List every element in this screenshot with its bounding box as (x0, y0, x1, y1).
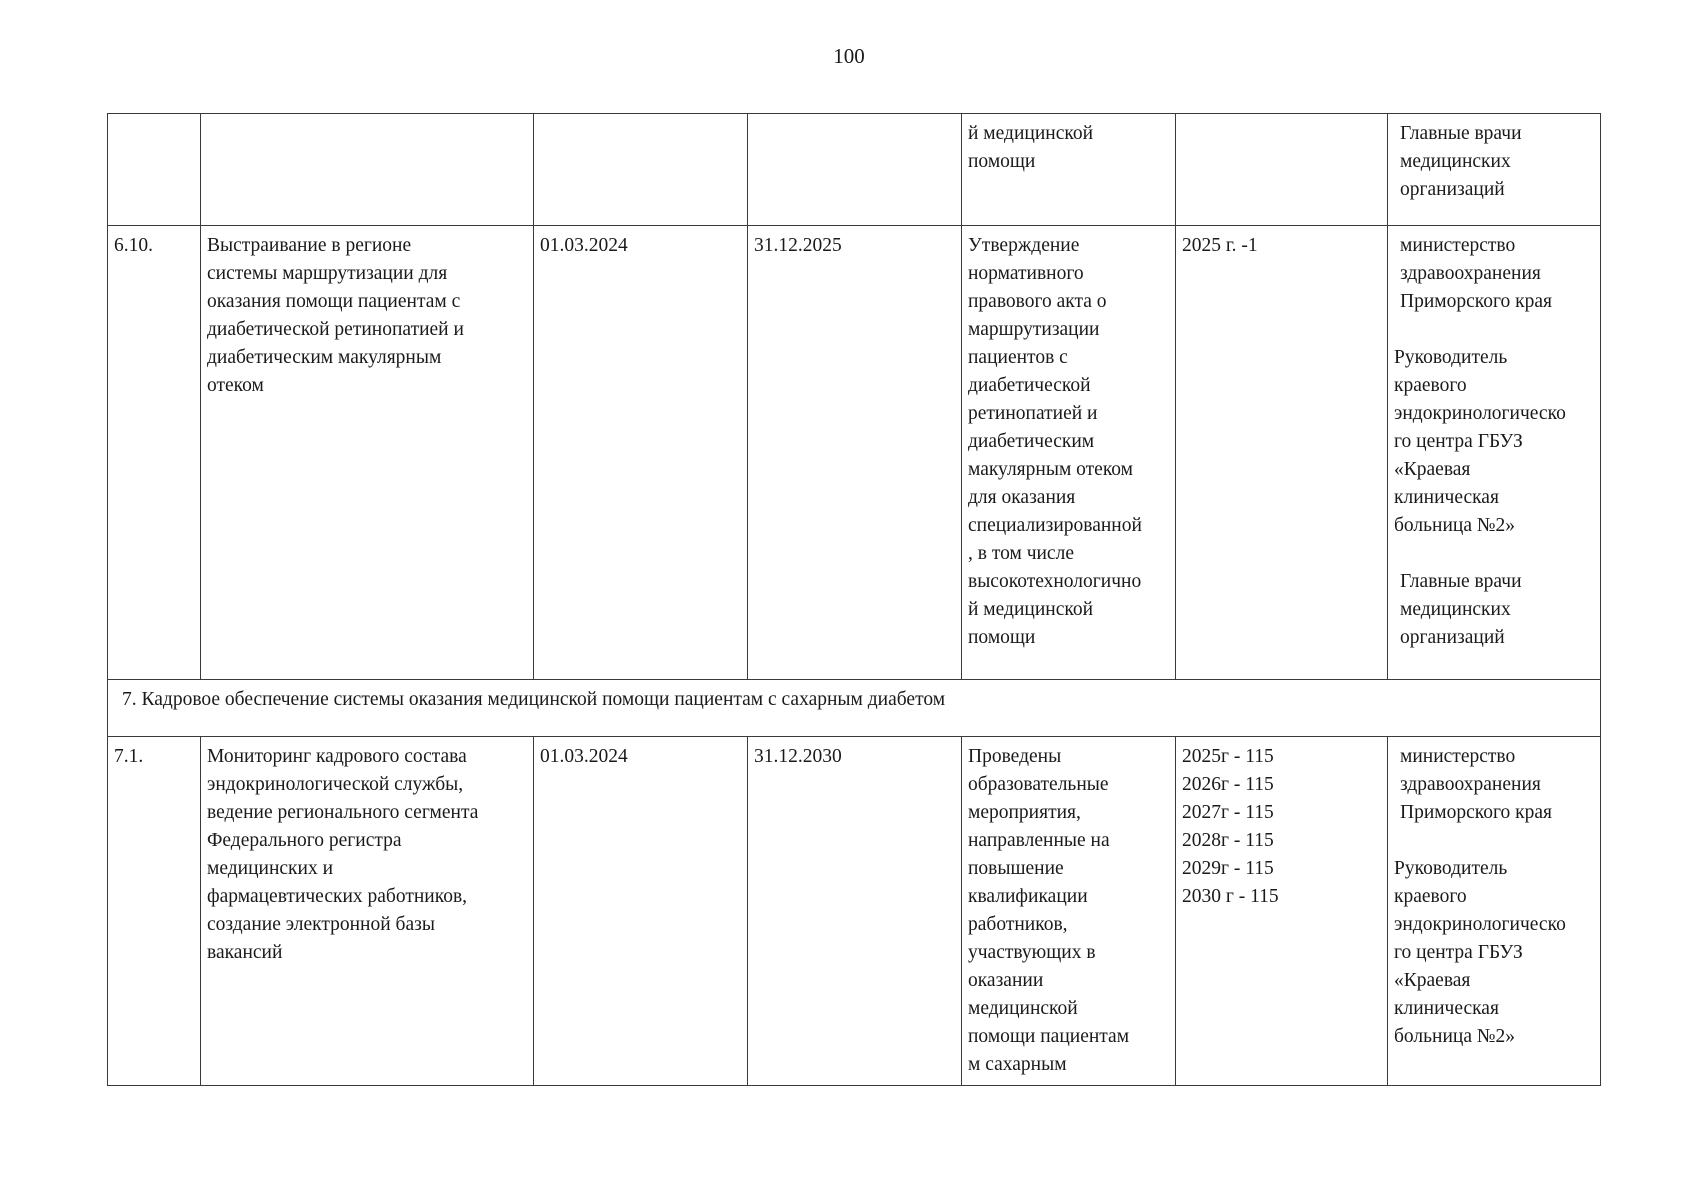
text-line: го центра ГБУЗ (1394, 942, 1523, 963)
cell-start-date: 01.03.2024 (534, 737, 748, 1086)
cell-responsible (1388, 114, 1601, 226)
text-line: организаций (1400, 179, 1505, 200)
text-line: маршрутизации (968, 319, 1100, 340)
text-line: медицинских (1400, 151, 1511, 172)
cell-indicator (1176, 114, 1388, 226)
text-line: вакансий (207, 942, 283, 963)
text-line: Руководитель (1394, 347, 1508, 368)
text-line: больница №2» (1394, 515, 1515, 536)
text-line: 2028г - 115 (1182, 830, 1274, 851)
text-line: работников, (968, 914, 1068, 935)
text-line: 2027г - 115 (1182, 802, 1274, 823)
text-line: медицинских (1400, 599, 1511, 620)
text-line: создание электронной базы (207, 914, 435, 935)
cell-end-date: 31.12.2030 (748, 737, 962, 1086)
text-line: мероприятия, (968, 802, 1081, 823)
cell-number: 7.1. (108, 737, 201, 1086)
text-line: эндокринологическо (1394, 914, 1566, 935)
text-line: Приморского края (1400, 291, 1552, 312)
text-line: макулярным отеком (968, 459, 1134, 480)
text-line: оказания помощи пациентам с (207, 291, 461, 312)
text-line: Главные врачи (1400, 123, 1522, 144)
cell-number: 6.10. (108, 226, 201, 680)
text-line: организаций (1400, 627, 1505, 648)
text-line: Проведены (968, 746, 1062, 767)
table-row-section-7 (108, 680, 1601, 737)
text-line: помощи (968, 151, 1036, 172)
cell-number (108, 114, 201, 226)
cell-activity (201, 226, 534, 680)
text-line: ретинопатией и (968, 403, 1098, 424)
text-line: Главные врачи (1400, 571, 1522, 592)
text-line: диабетическим макулярным (207, 347, 442, 368)
table-row-item-7-1 (108, 737, 1601, 1086)
text-line: образовательные (968, 774, 1109, 795)
text-line: диабетической (968, 375, 1091, 396)
text-line: медицинской (968, 998, 1078, 1019)
cell-activity (201, 114, 534, 226)
text-line: 2026г - 115 (1182, 774, 1274, 795)
text-line: нормативного (968, 263, 1084, 284)
cell-start-date: 01.03.2024 (534, 226, 748, 680)
text-line: Федерального регистра (207, 830, 402, 851)
text-line: Утверждение (968, 235, 1080, 256)
text-line: го центра ГБУЗ (1394, 431, 1523, 452)
text-line: помощи пациентам (968, 1026, 1130, 1047)
text-line: м сахарным (968, 1054, 1067, 1075)
text-line: Выстраивание в регионе (207, 235, 412, 256)
cell-end-date (748, 114, 962, 226)
text-line: фармацевтических работников, (207, 886, 468, 907)
text-line: эндокринологическо (1394, 403, 1566, 424)
text-line: краевого (1394, 375, 1467, 396)
text-line: клиническая (1394, 998, 1499, 1019)
cell-start-date (534, 114, 748, 226)
text-line: 2025г - 115 (1182, 746, 1274, 767)
text-line: здравоохранения (1400, 263, 1541, 284)
text-line: направленные на (968, 830, 1110, 851)
text-line: здравоохранения (1400, 774, 1541, 795)
text-line: эндокринологической службы, (207, 774, 464, 795)
text-line: диабетическим (968, 431, 1095, 452)
table-row-continuation (108, 114, 1601, 226)
cell-end-date: 31.12.2025 (748, 226, 962, 680)
text-line: оказании (968, 970, 1044, 991)
cell-indicator (1176, 737, 1388, 1086)
text-line: 2029г - 115 (1182, 858, 1274, 879)
text-line: для оказания (968, 487, 1076, 508)
text-line: «Краевая (1394, 970, 1471, 991)
cell-result (962, 226, 1176, 680)
text-line: специализированной (968, 515, 1142, 536)
cell-result (962, 737, 1176, 1086)
text-line: помощи (968, 627, 1036, 648)
text-line: й медицинской (968, 123, 1094, 144)
text-line: правового акта о (968, 291, 1107, 312)
text-line: пациентов с (968, 347, 1068, 368)
cell-responsible (1388, 226, 1601, 680)
text-line: повышение (968, 858, 1064, 879)
text-line: й медицинской (968, 599, 1094, 620)
cell-responsible (1388, 737, 1601, 1086)
text-line: больница №2» (1394, 1026, 1515, 1047)
text-line: ведение регионального сегмента (207, 802, 479, 823)
text-line: Мониторинг кадрового состава (207, 746, 467, 767)
section-heading: 7. Кадровое обеспечение системы оказания медицинской помощи пациентам с сахарным диабетом (108, 680, 1601, 737)
text-line: квалификации (968, 886, 1088, 907)
text-line: Руководитель (1394, 858, 1508, 879)
text-line: медицинских и (207, 858, 334, 879)
text-line: отеком (207, 375, 264, 396)
text-line: высокотехнологично (968, 571, 1142, 592)
text-line: 2025 г. -1 (1182, 235, 1258, 256)
text-line: краевого (1394, 886, 1467, 907)
text-line: системы маршрутизации для (207, 263, 448, 284)
action-plan-table (107, 113, 1601, 1086)
cell-result (962, 114, 1176, 226)
text-line: Приморского края (1400, 802, 1552, 823)
table-row-item-6-10 (108, 226, 1601, 680)
text-line: министерство (1400, 746, 1516, 767)
text-line: диабетической ретинопатией и (207, 319, 464, 340)
text-line: клиническая (1394, 487, 1499, 508)
text-line: «Краевая (1394, 459, 1471, 480)
text-line: министерство (1400, 235, 1516, 256)
text-line: участвующих в (968, 942, 1096, 963)
text-line: , в том числе (968, 543, 1074, 564)
cell-activity (201, 737, 534, 1086)
cell-indicator (1176, 226, 1388, 680)
page-number: 100 (833, 44, 865, 68)
text-line: 2030 г - 115 (1182, 886, 1279, 907)
